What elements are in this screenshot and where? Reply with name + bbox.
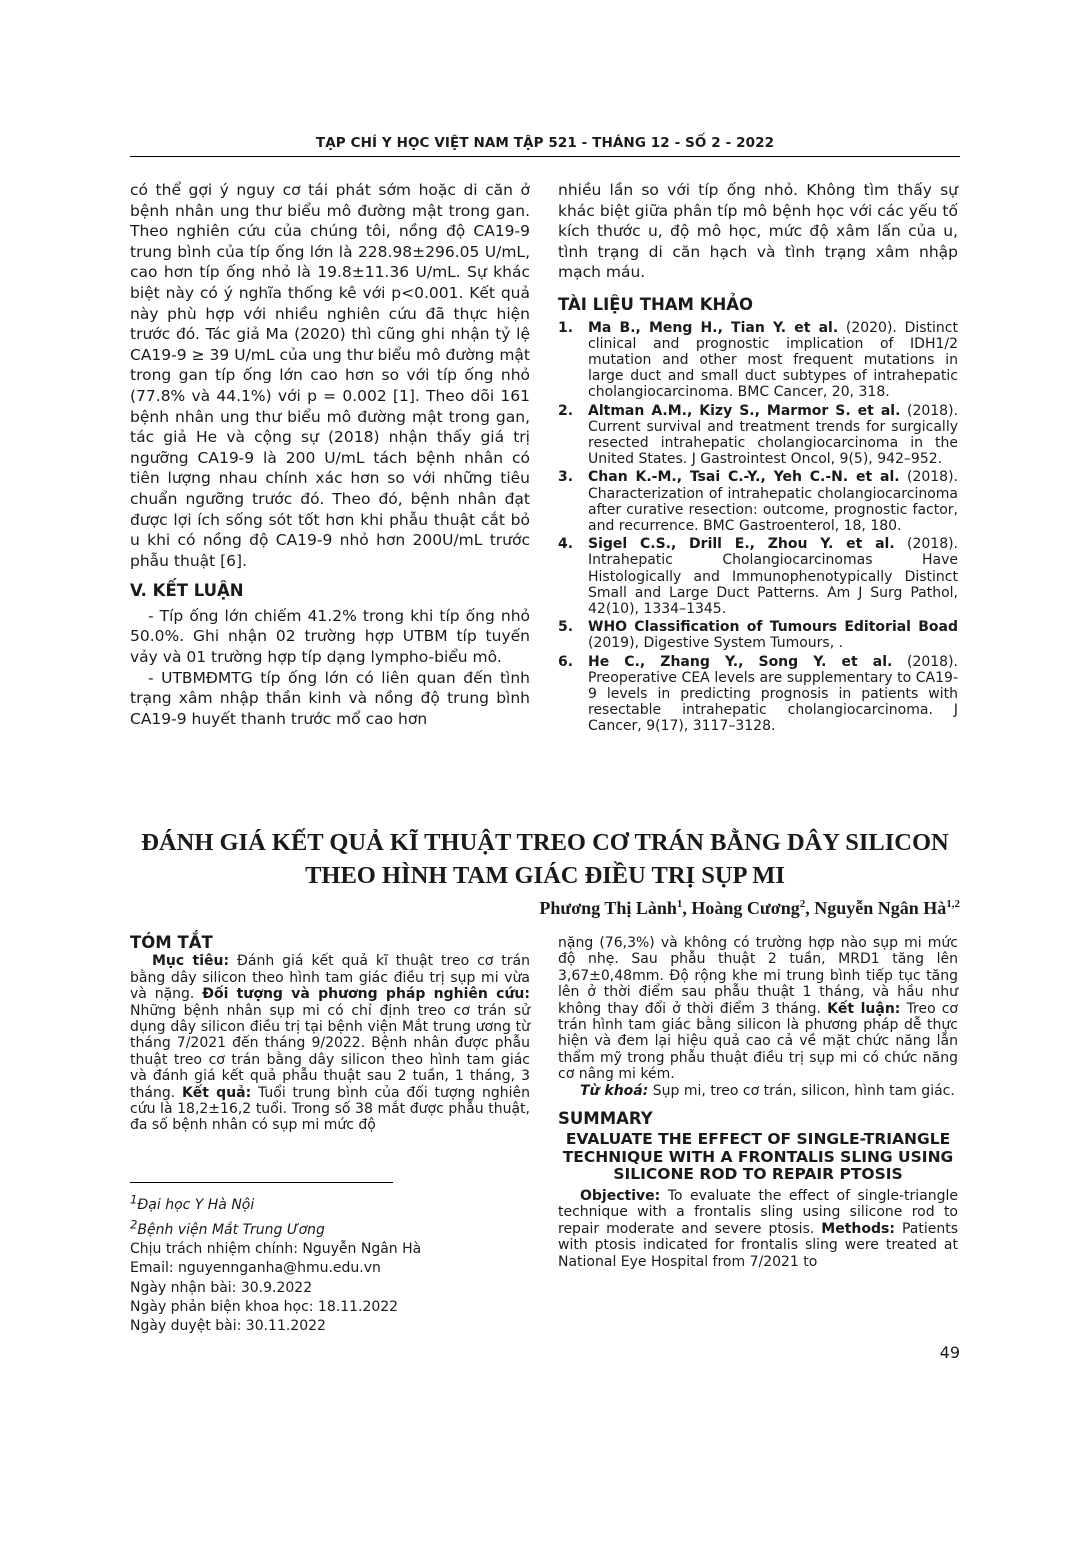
left-column: [130, 180, 530, 729]
reference-text: (2018). Preoperative CEA levels are supplementary to CA19-9 levels in predicting prognosis in patients with resectable intrahepatic cholangiocarcinoma. J Cancer, 9(17), 3117–3128.: [588, 653, 958, 735]
reference-authors: Sigel C.S., Drill E., Zhou Y. et al.: [588, 536, 895, 553]
reference-text: (2018). Characterization of intrahepatic cholangiocarcinoma after curative resection: outcome, prognostic factor, and recurrence. BMC Gastroenterol, 18, 180.: [588, 469, 959, 534]
results-continued: nặng (76,3%) và không có trường hợp nào sụp mi mức độ nhẹ. Sau phẫu thuật 2 tuần, MRD1 tăng lên 3,67±0,48mm. Độ rộng khe mi trung bình tiếp tục tăng lên ở thời điểm sau phẫu thuật 1 tháng, và hầu như không thay đổi ở thời điểm 3 tháng.: [558, 935, 958, 1017]
summary-body: [558, 1188, 958, 1270]
results-text: Tuổi trung bình của đối tượng nghiên cứu là 18,2±16,2 tuổi. Trong số 38 mắt được phẫu thuật, đa số bệnh nhân có sụp mi mức độ: [130, 1084, 530, 1134]
conclusion-item-1: - Típ ống lớn chiếm 41.2% trong khi típ ống nhỏ 50.0%. Ghi nhận 02 trường hợp UTBM típ tuyến vảy và 01 trường hợp típ dạng lympho-biểu mô.: [130, 606, 530, 667]
article-title: [110, 826, 980, 892]
author-line: Phương Thị Lành$^1$, Hoàng Cương$^2$, Nguyễn Ngân Hà$^{1,2}$: [539, 898, 960, 918]
reference-item: [558, 619, 958, 651]
abstract-title: TÓM TẮT: [130, 933, 213, 952]
summary-heading: EVALUATE THE EFFECT OF SINGLE-TRIANGLE TECHNIQUE WITH A FRONTALIS SLING USING SILICONE ROD TO REPAIR PTOSIS: [562, 1130, 954, 1184]
reference-authors: WHO Classification of Tumours Editorial Boad: [588, 619, 958, 636]
author-affiliation-mark: 2: [799, 898, 806, 910]
abstract-column: [130, 935, 530, 1134]
author-name: Hoàng Cương: [691, 898, 800, 918]
reference-item: [558, 654, 958, 735]
methods-text: Những bệnh nhân sụp mi có chỉ định treo cơ trán sử dụng dây silicon điều trị tại bệnh viện Mắt trung ương từ tháng 7/2021 đến tháng 9/2022. Bệnh nhân được phẫu thuật treo cơ trán bằng dây silicon theo hình tam giác và đánh giá kết quả phẫu thuật sau 2 tuần, 1 tháng, 3 tháng.: [130, 1002, 530, 1101]
reference-number: 3.: [558, 469, 574, 486]
section-conclusion-title: V. KẾT LUẬN: [130, 581, 244, 601]
article-title-line-2: THEO HÌNH TAM GIÁC ĐIỀU TRỊ SỤP MI: [305, 862, 785, 889]
reference-authors: He C., Zhang Y., Song Y. et al.: [588, 653, 893, 670]
reference-item: [558, 536, 958, 617]
author-name: Phương Thị Lành: [539, 898, 677, 918]
reference-number: 1.: [558, 319, 574, 336]
corresponding-author: Chịu trách nhiệm chính: Nguyễn Ngân Hà: [130, 1240, 422, 1257]
reference-text: (2020). Distinct clinical and prognostic implication of IDH1/2 mutation and other most frequent mutations in large duct and small duct subtypes of intrahepatic cholangiocarcinoma. BMC Cancer, 20, 318.: [588, 319, 958, 401]
results-label: Kết quả:: [181, 1084, 252, 1101]
reference-text: (2019), Digestive System Tumours, .: [588, 635, 844, 652]
reference-authors: Chan K.-M., Tsai C.-Y., Yeh C.-N. et al.: [588, 469, 900, 486]
objective-text: Đánh giá kết quả kĩ thuật treo cơ trán bằng dây silicon theo hình tam giác điều trị sụp mi vừa và nặng.: [130, 953, 530, 1003]
keywords: [558, 1083, 958, 1099]
methods-label: Đối tượng và phương pháp nghiên cứu:: [202, 986, 530, 1003]
abstract-body-continued: [558, 935, 958, 1083]
author-affiliation-mark: 1,2: [946, 898, 960, 910]
reference-text: (2018). Intrahepatic Cholangiocarcinomas Have Histologically and Immunophenotypically Distinct Small and Large Duct Patterns. Am J Surg Pathol, 42(10), 1334–1345.: [588, 536, 959, 618]
right-column: [558, 180, 958, 737]
email: Email: nguyennganha@hmu.edu.vn: [130, 1260, 381, 1277]
header-rule: [130, 156, 960, 157]
article-title-line-1: ĐÁNH GIÁ KẾT QUẢ KĨ THUẬT TREO CƠ TRÁN BẰNG DÂY SILICON: [141, 829, 949, 856]
author-name: Nguyễn Ngân Hà: [814, 898, 947, 918]
reference-item: [558, 320, 958, 401]
discussion-paragraph: có thể gợi ý nguy cơ tái phát sớm hoặc di căn ở bệnh nhân ung thư biểu mô đường mật trong gan. Theo nghiên cứu của chúng tôi, nồng độ CA19-9 trung bình của típ ống lớn là 228.98±296.05 U/mL, cao hơn típ ống nhỏ là 19.8±11.36 U/mL. Sự khác biệt này có ý nghĩa thống kê với p<0.001. Kết quả này phù hợp với nhiều nghiên cứu đã thực hiện trước đó. Tác giả Ma (2020) thì cũng ghi nhận tỷ lệ CA19-9 ≥ 39 U/mL của ung thư biểu mô đường mật trong gan típ ống lớn cao hơn so với típ ống nhỏ (77.8% và 44.1%) với p = 0.002 [1]. Theo dõi 161 bệnh nhân ung thư biểu mô đường mật trong gan, tác giả He và cộng sự (2018) nhận thấy giá trị ngưỡng CA19-9 là 200 U/mL tách bệnh nhân có tiên lượng nhau chính xác hơn so với những tiêu chuẩn ngưỡng trước đó. Theo đó, bệnh nhân đạt được lợi ích sống sót tốt hơn khi phẫu thuật cắt bỏ u khi có nồng độ CA19-9 nhỏ hơn 200U/mL trước phẫu thuật [6].: [130, 181, 530, 570]
summary-title: SUMMARY: [558, 1109, 653, 1129]
abstract-body: [130, 953, 530, 1133]
reference-authors: Altman A.M., Kizy S., Marmor S. et al.: [588, 402, 901, 419]
reference-list: [558, 320, 958, 735]
references-title: TÀI LIỆU THAM KHẢO: [558, 294, 754, 314]
page-number: 49: [939, 1343, 960, 1362]
affiliation-1: $^1$Đại học Y Hà Nội: [130, 1192, 255, 1213]
summary-objective-text: To evaluate the effect of single-triangle technique with a frontalis sling using silicone rod to repair moderate and severe ptosis.: [558, 1187, 958, 1237]
reference-number: 2.: [558, 402, 574, 419]
conclusion-item-2: - UTBMĐMTG típ ống lớn có liên quan đến tình trạng xâm nhập thần kinh và nồng độ trung bình CA19-9 huyết thanh trước mổ cao hơn: [130, 668, 530, 728]
reference-number: 4.: [558, 536, 574, 553]
reference-item: [558, 403, 958, 468]
reference-text: (2018). Current survival and treatment trends for surgically resected intrahepatic cholangiocarcinoma in the United States. J Gastrointest Oncol, 9(5), 942–952.: [588, 402, 959, 468]
footnote-rule: [130, 1182, 393, 1183]
summary-objective-label: Objective:: [580, 1187, 661, 1204]
conclusion-label: Kết luận:: [827, 1000, 901, 1017]
date-received: Ngày nhận bài: 30.9.2022: [130, 1279, 313, 1296]
author-affiliation-mark: 1: [676, 898, 683, 910]
journal-header: TẠP CHÍ Y HỌC VIỆT NAM TẬP 521 - THÁNG 12 - SỐ 2 - 2022: [315, 135, 775, 151]
footnotes: [130, 1190, 550, 1336]
keywords-label: Từ khoá:: [580, 1082, 649, 1099]
date-reviewed: Ngày phản biện khoa học: 18.11.2022: [130, 1298, 399, 1315]
abstract-right-column: [558, 935, 958, 1270]
affiliation-2: $^2$Bệnh viện Mắt Trung Ương: [130, 1216, 325, 1238]
conclusion-continued: nhiều lần so với típ ống nhỏ. Không tìm thấy sự khác biệt giữa phân típ mô bệnh học với các yếu tố kích thước u, độ mô học, mức độ xâm lấn của u, tình trạng di căn hạch và tình trạng xâm nhập mạch máu.: [558, 181, 958, 282]
summary-methods-label: Methods:: [821, 1220, 895, 1237]
date-accepted: Ngày duyệt bài: 30.11.2022: [130, 1318, 326, 1335]
keywords-text: Sụp mi, treo cơ trán, silicon, hình tam giác.: [648, 1082, 955, 1099]
conclusion-text: Treo cơ trán hình tam giác bằng silicon là phương pháp dễ thực hiện và đem lại hiệu quả cao cả về mặt chức năng lẫn thẩm mỹ trong phẫu thuật điều trị sụp mi có chức năng cơ nâng mi kém.: [558, 1000, 958, 1083]
reference-item: [558, 469, 958, 534]
summary-methods-text: Patients with ptosis indicated for frontalis sling were treated at National Eye Hospital from 7/2021 to: [558, 1220, 958, 1270]
reference-number: 5.: [558, 619, 574, 636]
reference-authors: Ma B., Meng H., Tian Y. et al.: [588, 319, 839, 336]
reference-number: 6.: [558, 653, 574, 670]
objective-label: Mục tiêu:: [152, 953, 230, 970]
